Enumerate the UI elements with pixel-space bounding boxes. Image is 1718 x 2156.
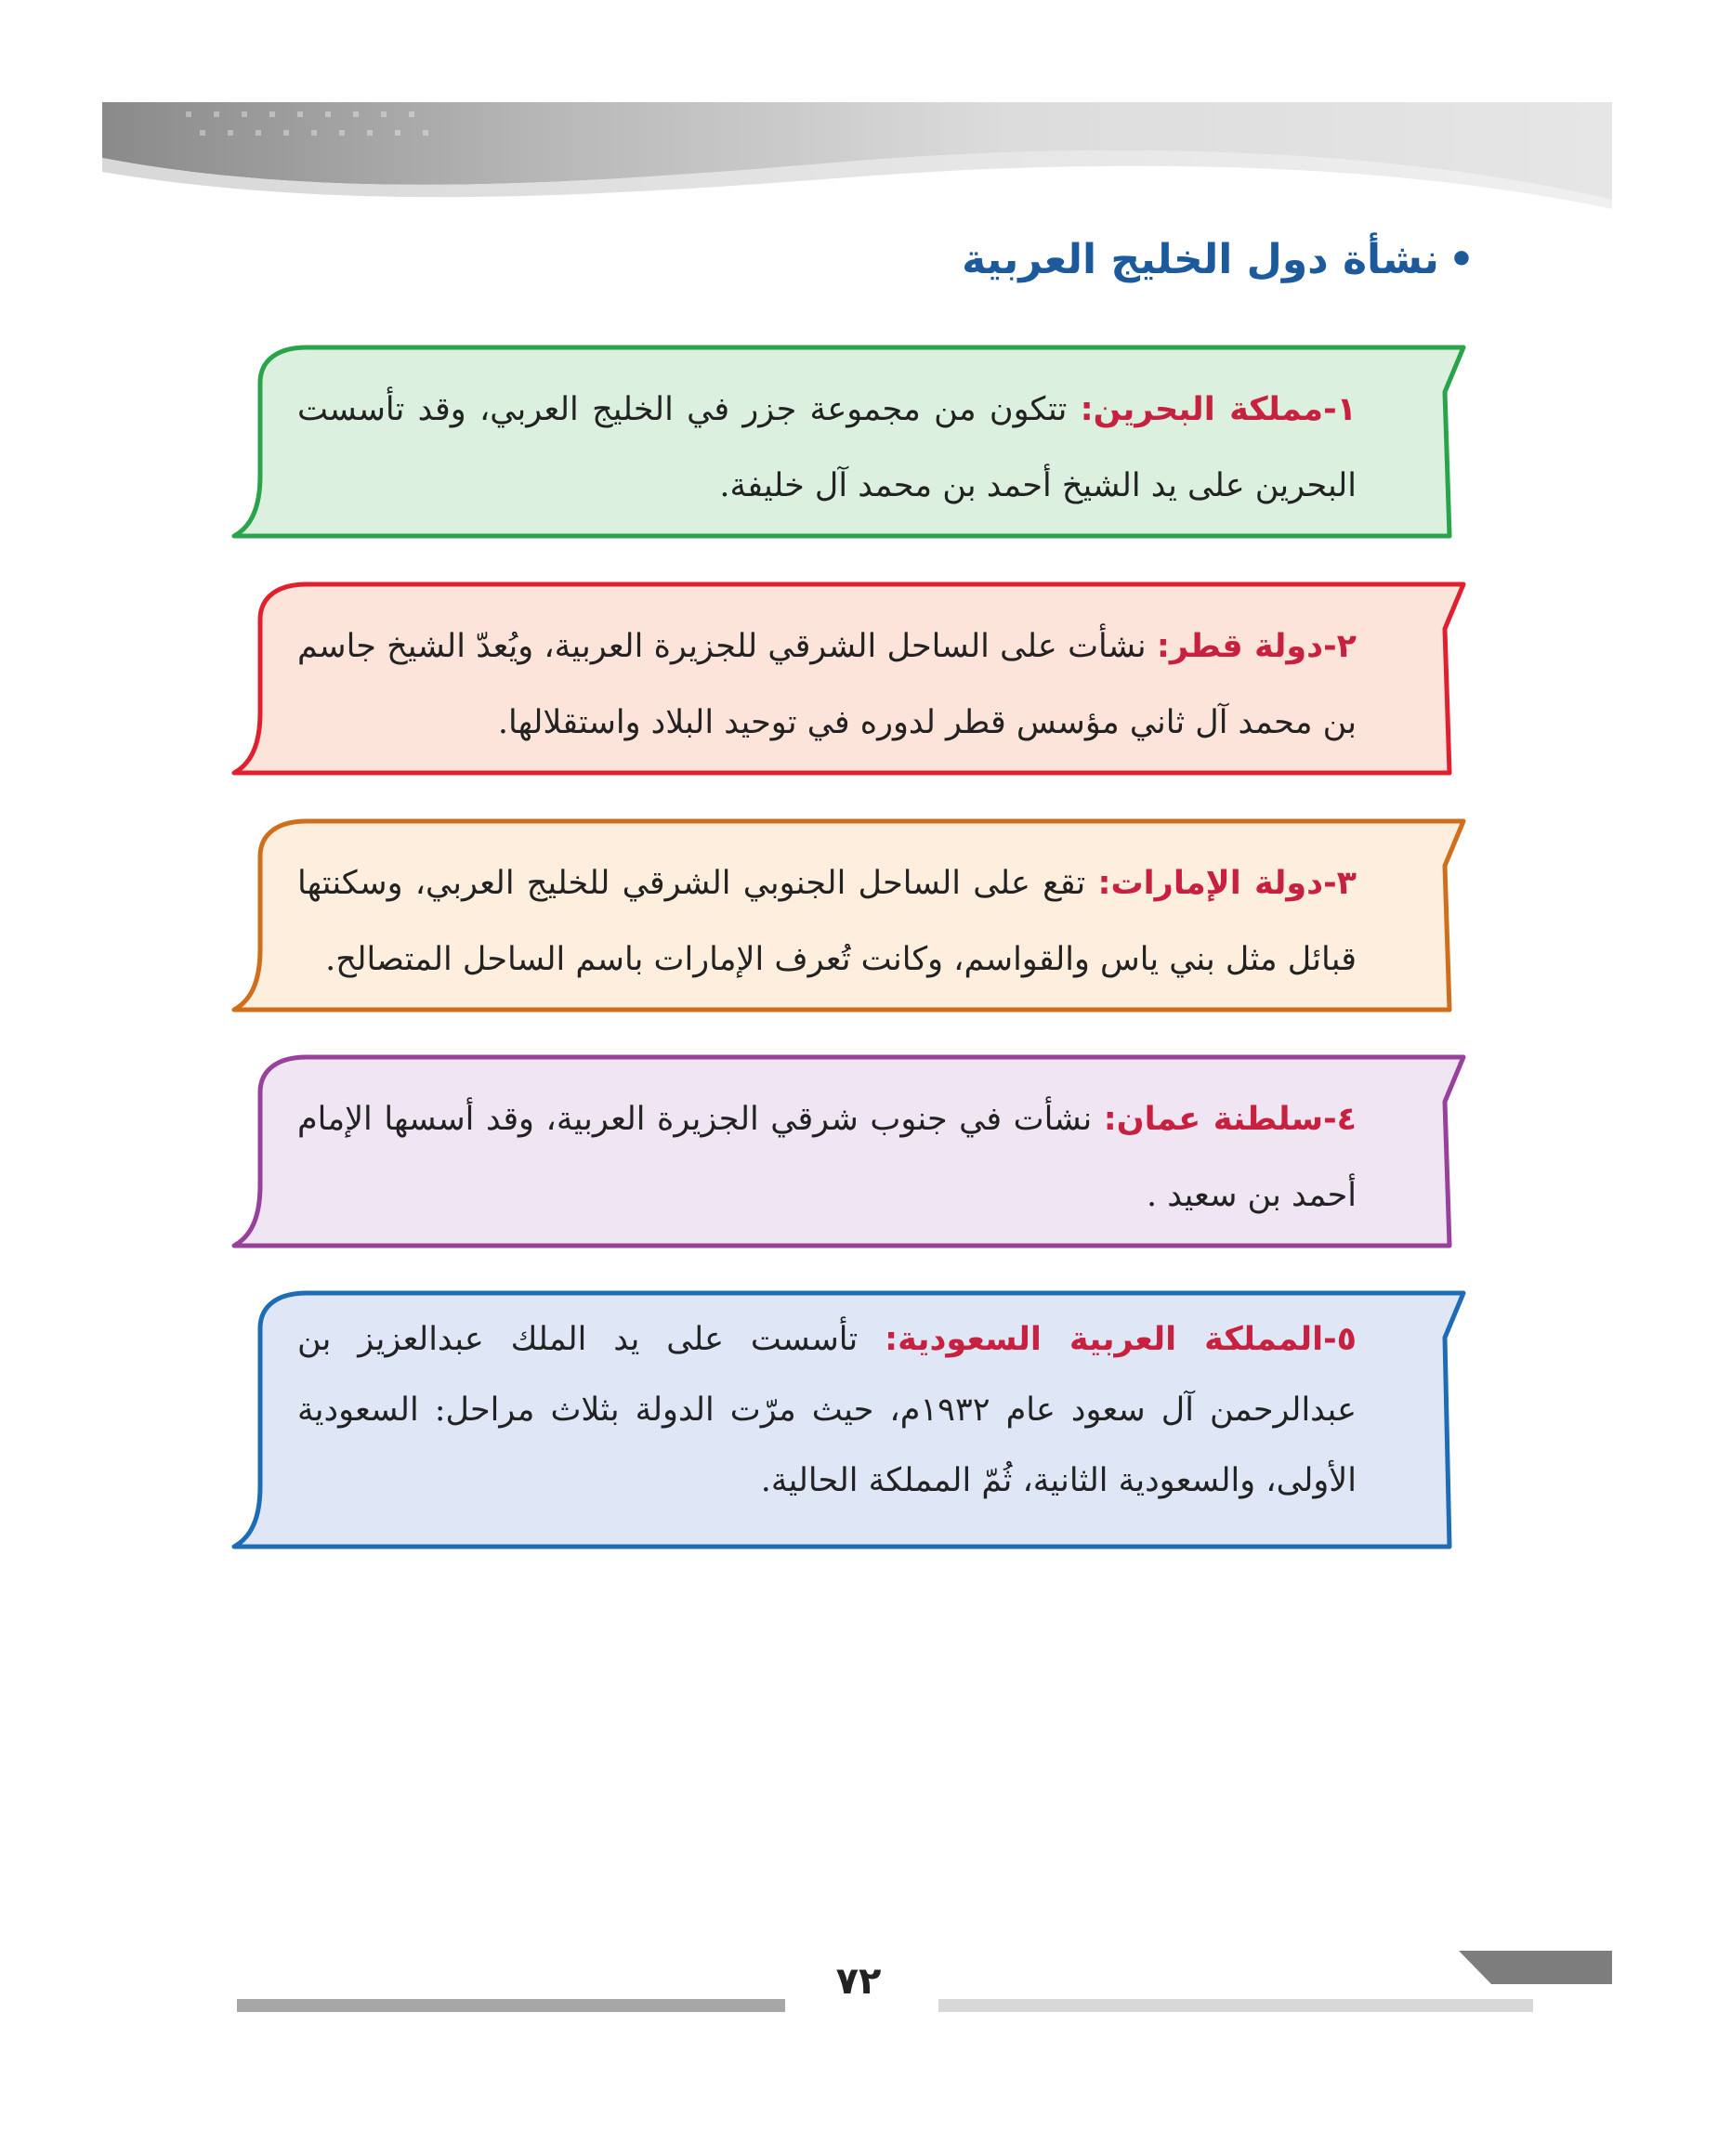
card-text bbox=[297, 845, 1357, 998]
card-body: نشأت على الساحل الشرقي للجزيرة العربية، ويُعدّ الشيخ جاسم بن محمد آل ثاني مؤسس قطر لدوره في توحيد البلاد واستقلالها. bbox=[297, 628, 1357, 741]
card-body: نشأت في جنوب شرقي الجزيرة العربية، وقد أسسها الإمام أحمد بن سعيد . bbox=[297, 1101, 1357, 1214]
card-bahrain bbox=[232, 346, 1449, 541]
card-label: ٢-دولة قطر: bbox=[1156, 628, 1357, 665]
card-text bbox=[297, 1081, 1357, 1234]
heading-text: نشأة دول الخليج العربية bbox=[962, 236, 1439, 283]
card-oman bbox=[232, 1055, 1449, 1250]
card-label: ٤-سلطنة عمان: bbox=[1103, 1101, 1357, 1138]
page-number: ٧٢ bbox=[835, 1960, 882, 2003]
card-text bbox=[297, 372, 1357, 524]
heading-bullet: • bbox=[1448, 236, 1475, 283]
card-text bbox=[297, 1304, 1357, 1516]
card-body: تقع على الساحل الجنوبي الشرقي للخليج العربي، وسكنتها قبائل مثل بني ياس والقواسم، وكانت تُعرف الإمارات باسم الساحل المتصالح. bbox=[297, 865, 1357, 978]
section-heading bbox=[360, 232, 1475, 288]
card-saudi bbox=[232, 1291, 1449, 1551]
header-banner bbox=[0, 0, 1718, 223]
card-label: ١-مملكة البحرين: bbox=[1080, 391, 1357, 428]
card-body: تأسست على يد الملك عبدالعزيز بن عبدالرحمن آل سعود عام ١٩٣٢م، حيث مرّت الدولة بثلاث مراحل: السعودية الأولى، والسعودية الثانية، ثُمّ المملكة الحالية. bbox=[297, 1321, 1357, 1499]
card-label: ٥-المملكة العربية السعودية: bbox=[885, 1321, 1357, 1358]
card-qatar bbox=[232, 582, 1449, 777]
card-uae bbox=[232, 819, 1449, 1014]
card-body: تتكون من مجموعة جزر في الخليج العربي، وقد تأسست البحرين على يد الشيخ أحمد بن محمد آل خليفة. bbox=[297, 391, 1357, 504]
card-label: ٣-دولة الإمارات: bbox=[1097, 865, 1357, 902]
card-text bbox=[297, 608, 1357, 761]
